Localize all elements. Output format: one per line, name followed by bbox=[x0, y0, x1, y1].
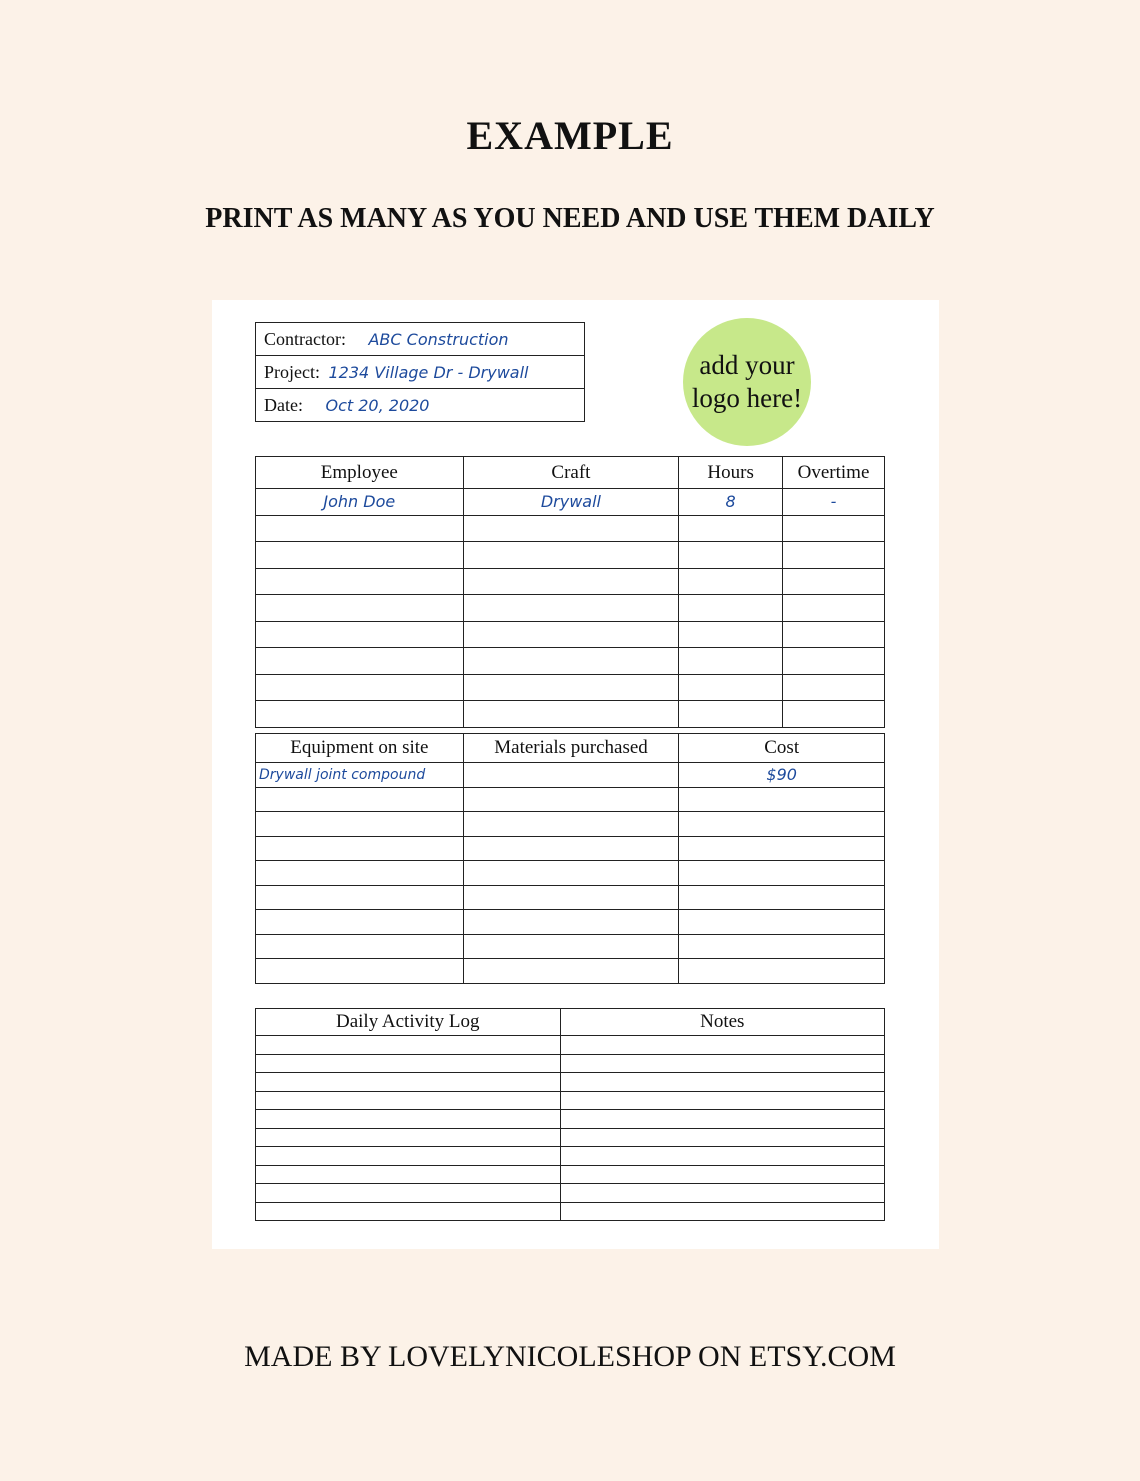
header-materials: Materials purchased bbox=[463, 734, 679, 763]
header-hours: Hours bbox=[679, 457, 783, 489]
footer-credit: MADE BY LOVELYNICOLESHOP ON ETSY.COM bbox=[244, 1340, 896, 1373]
date-value: Oct 20, 2020 bbox=[325, 395, 430, 415]
table-row bbox=[256, 1073, 885, 1092]
table-row bbox=[256, 836, 885, 861]
table-row bbox=[256, 701, 885, 728]
activity-log-table bbox=[255, 1008, 885, 1221]
overtime-cell: - bbox=[783, 489, 885, 516]
table-row bbox=[256, 812, 885, 837]
table-row bbox=[256, 1091, 885, 1110]
form-sheet bbox=[212, 300, 939, 1249]
logo-text-line2: logo here! bbox=[691, 383, 803, 413]
header-employee: Employee bbox=[256, 457, 464, 489]
equipment-header-row bbox=[256, 734, 885, 763]
craft-cell: Drywall bbox=[463, 489, 679, 516]
table-row bbox=[256, 910, 885, 935]
employee-cell: John Doe bbox=[256, 489, 464, 516]
header-craft: Craft bbox=[463, 457, 679, 489]
table-row bbox=[256, 1128, 885, 1147]
table-row bbox=[256, 1054, 885, 1073]
table-row bbox=[256, 959, 885, 984]
table-row bbox=[256, 861, 885, 886]
cost-cell: $90 bbox=[679, 763, 885, 788]
equipment-table bbox=[255, 733, 885, 984]
materials-cell bbox=[463, 763, 679, 788]
equipment-cell: Drywall joint compound bbox=[256, 763, 464, 788]
log-header-row bbox=[256, 1009, 885, 1036]
contractor-label: Contractor: bbox=[264, 328, 346, 349]
employee-table bbox=[255, 456, 885, 728]
contractor-value: ABC Construction bbox=[368, 329, 509, 349]
table-row bbox=[256, 1202, 885, 1221]
table-row bbox=[256, 542, 885, 569]
date-field bbox=[256, 389, 585, 422]
table-row bbox=[256, 674, 885, 701]
table-row bbox=[256, 1184, 885, 1203]
table-row bbox=[256, 1110, 885, 1129]
project-field bbox=[256, 356, 585, 389]
page-subtitle: PRINT AS MANY AS YOU NEED AND USE THEM DAILY bbox=[205, 203, 935, 234]
table-row bbox=[256, 489, 885, 516]
header-daily-activity-log: Daily Activity Log bbox=[256, 1009, 561, 1036]
employee-header-row bbox=[256, 457, 885, 489]
table-row bbox=[256, 515, 885, 542]
table-row bbox=[256, 934, 885, 959]
header-notes: Notes bbox=[560, 1009, 884, 1036]
table-row bbox=[256, 621, 885, 648]
header-equipment: Equipment on site bbox=[256, 734, 464, 763]
table-row bbox=[256, 763, 885, 788]
header-cost: Cost bbox=[679, 734, 885, 763]
page-title: EXAMPLE bbox=[466, 113, 674, 158]
table-row bbox=[256, 1147, 885, 1166]
table-row bbox=[256, 568, 885, 595]
project-value: 1234 Village Dr - Drywall bbox=[328, 362, 529, 382]
contractor-field bbox=[256, 323, 585, 356]
info-box bbox=[255, 322, 585, 422]
logo-placeholder bbox=[683, 318, 811, 446]
table-row bbox=[256, 648, 885, 675]
table-row bbox=[256, 1165, 885, 1184]
header-overtime: Overtime bbox=[783, 457, 885, 489]
table-row bbox=[256, 885, 885, 910]
logo-text-line1: add your bbox=[699, 350, 795, 380]
table-row bbox=[256, 1036, 885, 1055]
table-row bbox=[256, 595, 885, 622]
hours-cell: 8 bbox=[679, 489, 783, 516]
date-label: Date: bbox=[264, 394, 303, 415]
project-label: Project: bbox=[264, 361, 320, 382]
table-row bbox=[256, 787, 885, 812]
